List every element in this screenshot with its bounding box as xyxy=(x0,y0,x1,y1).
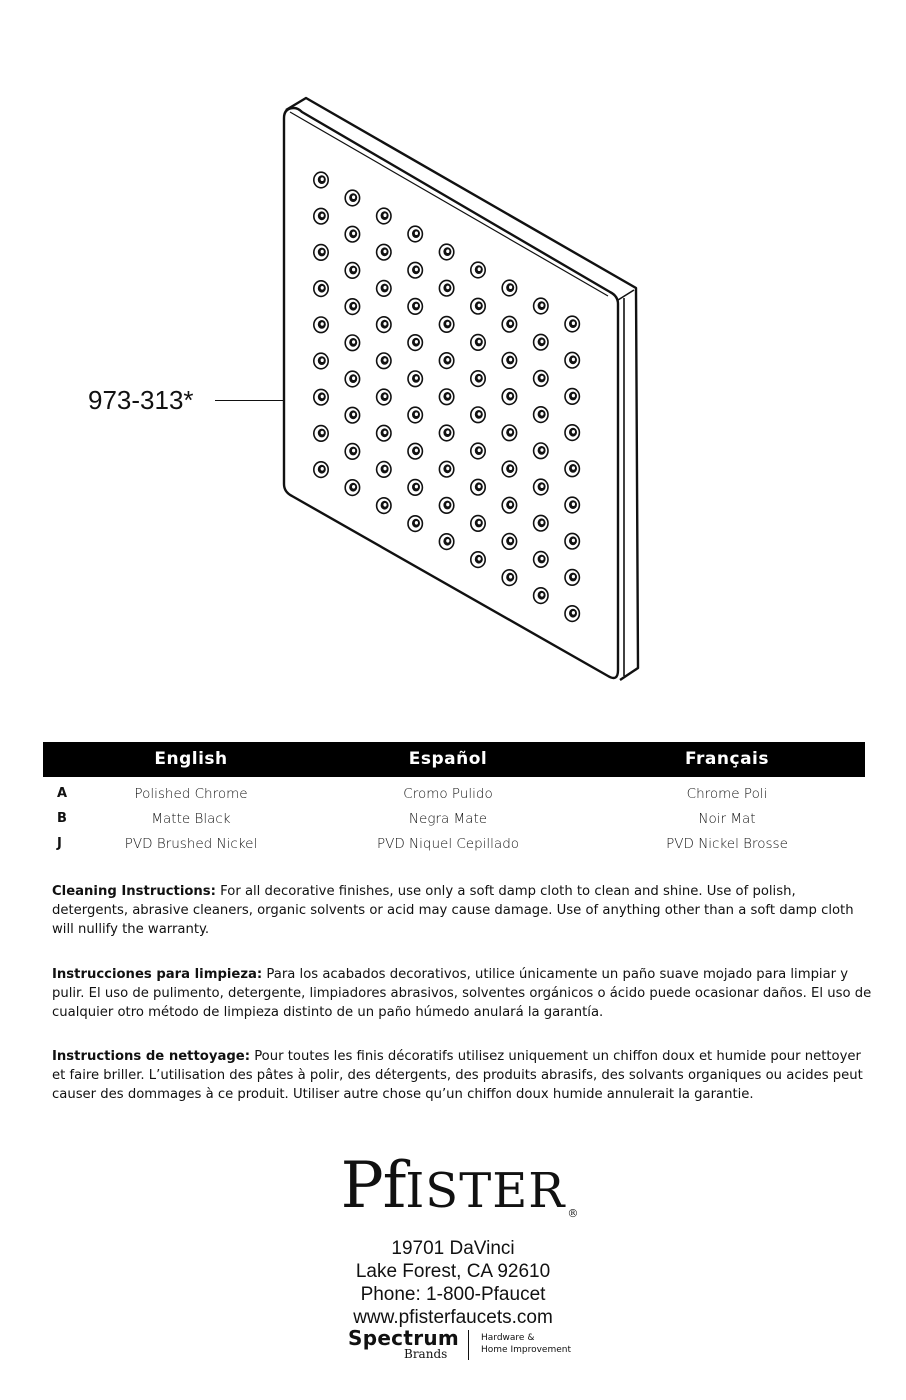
address-street: 19701 DaVinci xyxy=(391,1238,515,1259)
brand-divider xyxy=(468,1330,469,1360)
nozzle xyxy=(471,371,485,387)
finish-spanish: PVD Niquel Cepillado xyxy=(376,836,520,852)
nozzle xyxy=(377,244,391,260)
finish-english: Matte Black xyxy=(151,811,231,827)
nozzle xyxy=(314,353,328,369)
cleaning-instructions-english xyxy=(52,882,872,939)
finish-table xyxy=(43,742,865,856)
address-phone: Phone: 1-800-Pfaucet xyxy=(360,1284,546,1305)
nozzle xyxy=(345,190,359,206)
finish-french: Noir Mat xyxy=(698,811,756,827)
nozzle xyxy=(534,443,548,459)
nozzle xyxy=(471,407,485,423)
nozzle xyxy=(502,425,516,441)
nozzle xyxy=(345,299,359,315)
finish-french: Chrome Poli xyxy=(686,786,768,802)
nozzle xyxy=(345,226,359,242)
finish-spanish: Cromo Pulido xyxy=(403,786,493,802)
instructions-text: Pour toutes les finis décoratifs utilisez uniquement un chiffon doux et humide pour nettoyer et faire briller. L’utilisation des pâtes à polir, des détergents, des produits abrasifs, des solvants organiques ou acides peut causer des dommages à ce produit. Utiliser autre chose qu’un chiffon doux humide annulerait la garantie. xyxy=(52,1049,863,1102)
nozzle xyxy=(439,317,453,333)
nozzle xyxy=(534,334,548,350)
footer xyxy=(0,1140,906,1329)
logo-p: P xyxy=(340,1149,383,1223)
nozzle xyxy=(439,353,453,369)
header-french: Français xyxy=(685,749,769,769)
address-city: Lake Forest, CA 92610 xyxy=(355,1261,551,1282)
nozzle xyxy=(408,262,422,278)
nozzle xyxy=(408,516,422,532)
nozzle xyxy=(534,298,548,314)
nozzle xyxy=(565,352,579,368)
nozzle xyxy=(408,443,422,459)
nozzle xyxy=(314,462,328,478)
nozzle xyxy=(439,498,453,514)
tagline-line-1: Hardware & xyxy=(481,1333,535,1343)
finish-code: B xyxy=(57,811,67,826)
nozzle xyxy=(565,461,579,477)
nozzle xyxy=(471,298,485,314)
nozzle xyxy=(345,335,359,351)
nozzle xyxy=(408,407,422,423)
nozzle xyxy=(565,316,579,332)
nozzle xyxy=(439,534,453,550)
nozzle xyxy=(345,371,359,387)
nozzle xyxy=(314,426,328,442)
nozzle xyxy=(377,317,391,333)
nozzle xyxy=(314,281,328,297)
nozzle xyxy=(377,208,391,224)
nozzle xyxy=(565,389,579,405)
nozzle xyxy=(471,516,485,532)
nozzle xyxy=(471,262,485,278)
nozzle xyxy=(502,280,516,296)
nozzle xyxy=(502,389,516,405)
nozzle xyxy=(565,570,579,586)
finish-table-header xyxy=(43,742,865,777)
finish-code: J xyxy=(57,836,62,851)
finish-row xyxy=(43,806,865,831)
nozzle xyxy=(502,316,516,332)
part-number-label: 973-313* xyxy=(88,385,194,415)
nozzle xyxy=(534,407,548,423)
logo-ister: ISTER xyxy=(405,1163,566,1219)
brands-wordmark: Brands xyxy=(404,1347,448,1361)
nozzle xyxy=(377,462,391,478)
instructions-label: Instrucciones para limpieza: xyxy=(52,967,263,982)
instructions-text: Para los acabados decorativos, utilice únicamente un paño suave mojado para limpiar y pulir. El uso de pulimento, detergente, limpiadores abrasivos, solventes orgánicos o ácido puede ocasionar daños. El uso de cualquier otro método de limpieza distinto de un paño húmedo anulará la garantía. xyxy=(52,967,872,1020)
nozzle xyxy=(439,425,453,441)
logo-f: f xyxy=(382,1149,406,1223)
address-website: www.pfisterfaucets.com xyxy=(353,1307,553,1328)
nozzle xyxy=(565,425,579,441)
brand-tagline xyxy=(481,1332,571,1356)
nozzle xyxy=(534,588,548,604)
leader-line xyxy=(215,400,285,401)
header-spanish: Español xyxy=(408,749,488,769)
nozzle xyxy=(345,444,359,460)
nozzle xyxy=(345,480,359,496)
nozzle xyxy=(314,245,328,261)
finish-french: PVD Nickel Brosse xyxy=(666,836,788,852)
tagline-line-2: Home Improvement xyxy=(481,1345,571,1355)
nozzle xyxy=(377,353,391,369)
nozzle xyxy=(408,371,422,387)
nozzle xyxy=(345,407,359,423)
finish-spanish: Negra Mate xyxy=(408,811,488,827)
nozzle xyxy=(534,515,548,531)
nozzle xyxy=(471,479,485,495)
finish-row xyxy=(43,831,865,856)
nozzle xyxy=(502,497,516,513)
nozzle xyxy=(377,425,391,441)
nozzle xyxy=(534,552,548,568)
nozzle xyxy=(439,389,453,405)
nozzle xyxy=(408,335,422,351)
nozzle xyxy=(314,208,328,224)
nozzle xyxy=(408,226,422,242)
finish-code: A xyxy=(57,786,68,801)
finish-english: Polished Chrome xyxy=(134,786,248,802)
cleaning-instructions-french xyxy=(52,1047,872,1104)
nozzle-grid xyxy=(314,172,580,621)
nozzle xyxy=(345,263,359,279)
nozzle xyxy=(502,353,516,369)
cleaning-instructions-spanish xyxy=(52,965,872,1022)
pfister-logo xyxy=(340,1140,578,1237)
nozzle xyxy=(439,244,453,260)
nozzle xyxy=(408,299,422,315)
nozzle xyxy=(565,606,579,622)
finish-row xyxy=(43,781,865,806)
nozzle xyxy=(471,335,485,351)
spectrum-wordmark: Spectrum xyxy=(348,1326,460,1350)
nozzle xyxy=(471,443,485,459)
nozzle xyxy=(377,498,391,514)
nozzle xyxy=(314,317,328,333)
nozzle xyxy=(408,480,422,496)
nozzle xyxy=(502,570,516,586)
nozzle xyxy=(534,371,548,387)
company-address xyxy=(0,1237,906,1329)
spectrum-brands-logo xyxy=(0,1326,906,1366)
nozzle xyxy=(314,172,328,188)
nozzle xyxy=(534,479,548,495)
registered-mark: ® xyxy=(567,1207,578,1220)
nozzle xyxy=(439,280,453,296)
header-english: English xyxy=(154,749,228,769)
nozzle xyxy=(502,461,516,477)
nozzle xyxy=(471,552,485,568)
instructions-text: For all decorative finishes, use only a soft damp cloth to clean and shine. Use of polish, detergents, abrasive cleaners, organic solvents or acid may cause damage. Use of anything other than a soft damp cloth will nullify the warranty. xyxy=(52,884,854,937)
instructions-label: Instructions de nettoyage: xyxy=(52,1049,250,1064)
nozzle xyxy=(377,281,391,297)
instructions-label: Cleaning Instructions: xyxy=(52,884,216,899)
finish-english: PVD Brushed Nickel xyxy=(124,836,258,852)
shower-head-plate xyxy=(284,98,638,680)
nozzle xyxy=(439,461,453,477)
nozzle xyxy=(314,389,328,405)
nozzle xyxy=(502,534,516,550)
nozzle xyxy=(565,533,579,549)
nozzle xyxy=(377,389,391,405)
nozzle xyxy=(565,497,579,513)
